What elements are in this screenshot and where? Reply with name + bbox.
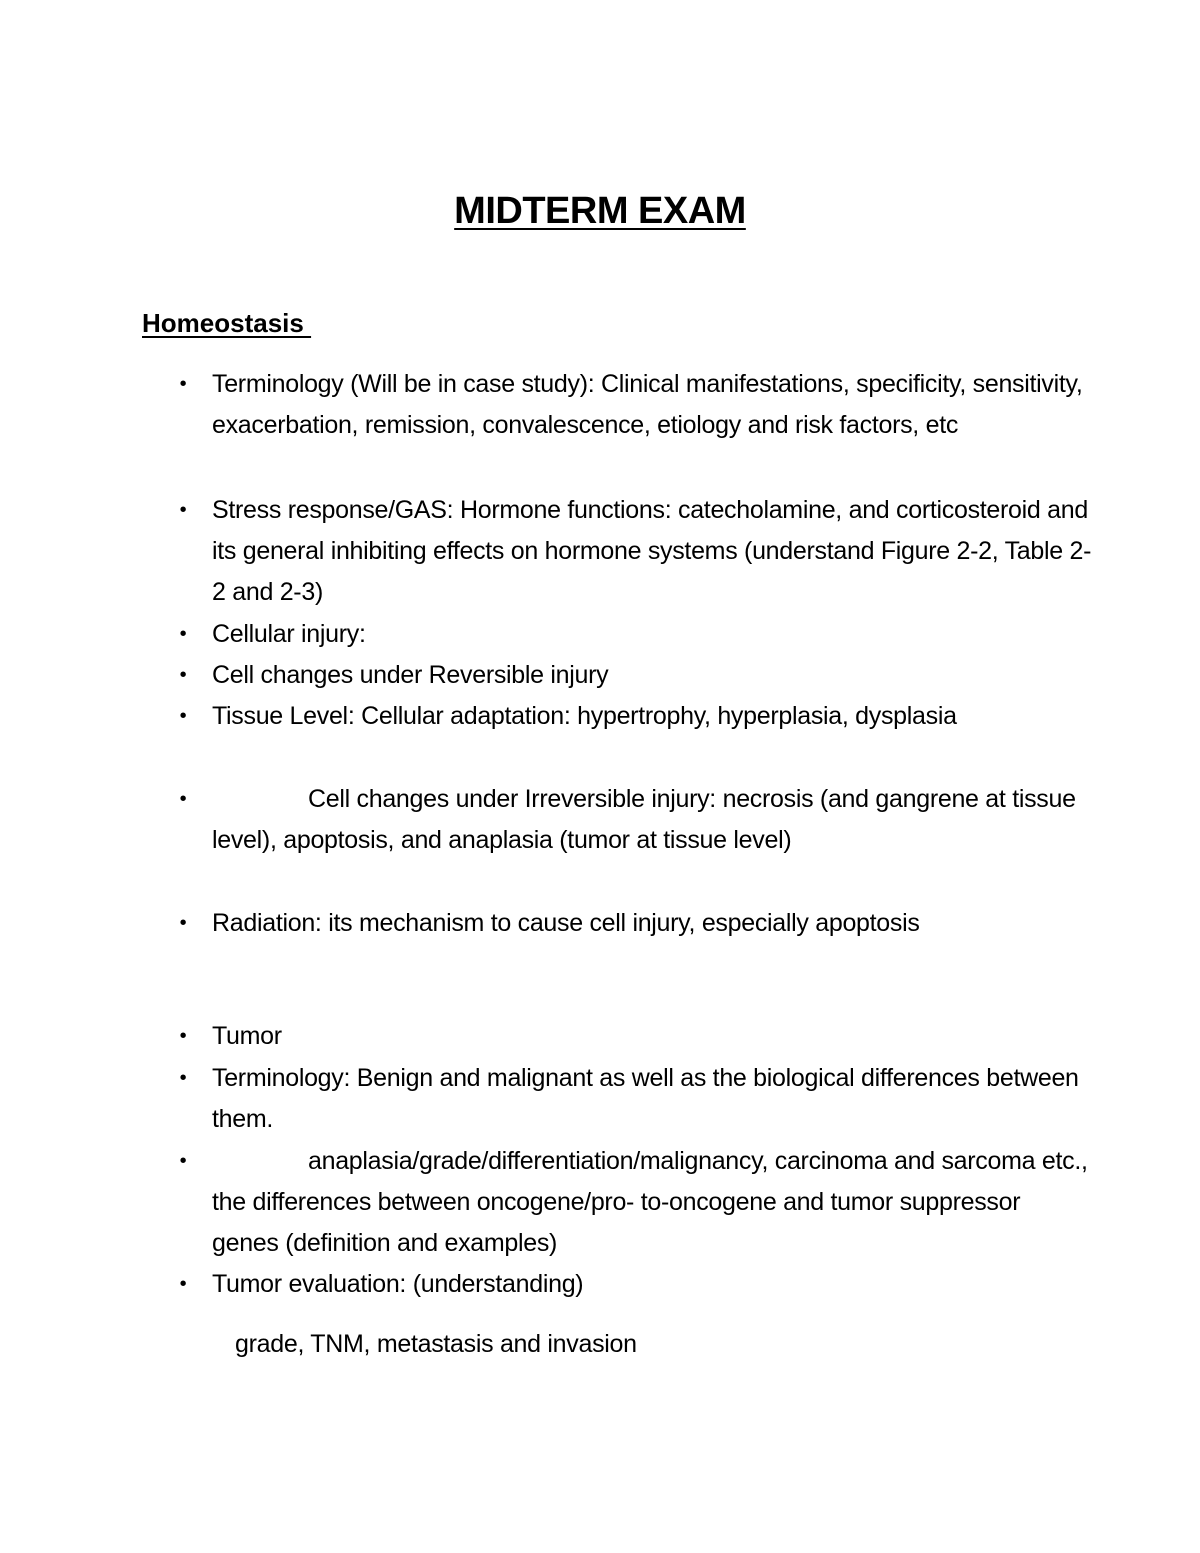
list-item-text: Cellular injury: — [212, 620, 366, 648]
list-item — [179, 779, 1092, 861]
sub-note: grade, TNM, metastasis and invasion — [235, 1330, 637, 1358]
list-item-text: Cell changes under Reversible injury — [212, 661, 609, 689]
list-item-text: Tumor evaluation: (understanding) — [212, 1270, 584, 1298]
list-item — [179, 696, 1092, 737]
list-item-text: Terminology: Benign and malignant as well as the biological differences between them. — [212, 1064, 1079, 1133]
list-item-text: Radiation: its mechanism to cause cell injury, especially apoptosis — [212, 909, 920, 937]
bullet-icon: • — [179, 1150, 187, 1172]
list-item — [179, 1016, 1092, 1057]
bullet-icon: • — [179, 623, 187, 645]
list-item-text: Tumor — [212, 1022, 282, 1050]
list-item — [179, 903, 1092, 944]
page-title: MIDTERM EXAM — [454, 190, 746, 232]
list-item — [179, 1141, 1092, 1264]
bullet-icon: • — [179, 912, 187, 934]
bullet-icon: • — [179, 788, 187, 810]
section-heading-homeostasis: Homeostasis — [142, 308, 312, 338]
list-item-text: Stress response/GAS: Hormone functions: catecholamine, and corticosteroid and its general inhibiting effects on hormone systems (understand Figure 2-2, Table 2-2 and 2-3) — [212, 496, 1092, 606]
bullet-icon: • — [179, 664, 187, 686]
list-item — [179, 1264, 1092, 1305]
list-item — [179, 655, 1092, 696]
bullet-icon: • — [179, 705, 187, 727]
bullet-icon: • — [179, 373, 187, 395]
list-item — [179, 364, 1092, 446]
list-item — [179, 1058, 1092, 1140]
bullet-icon: • — [179, 1067, 187, 1089]
list-item-text: anaplasia/grade/differentiation/malignancy, carcinoma and sarcoma etc., the differences between oncogene/pro- to-oncogene and tumor suppressor genes (definition and examples) — [212, 1147, 1088, 1257]
list-item-text: Cell changes under Irreversible injury: necrosis (and gangrene at tissue level), apoptosis, and anaplasia (tumor at tissue level) — [212, 785, 1076, 854]
bullet-icon: • — [179, 1025, 187, 1047]
bullet-icon: • — [179, 1273, 187, 1295]
list-item-text: Terminology (Will be in case study): Clinical manifestations, specificity, sensitivity, exacerbation, remission, convalescence, etiology and risk factors, etc — [212, 370, 1083, 439]
list-item — [179, 490, 1092, 613]
list-item-text: Tissue Level: Cellular adaptation: hypertrophy, hyperplasia, dysplasia — [212, 702, 957, 730]
bullet-icon: • — [179, 499, 187, 521]
list-item — [179, 614, 1092, 655]
